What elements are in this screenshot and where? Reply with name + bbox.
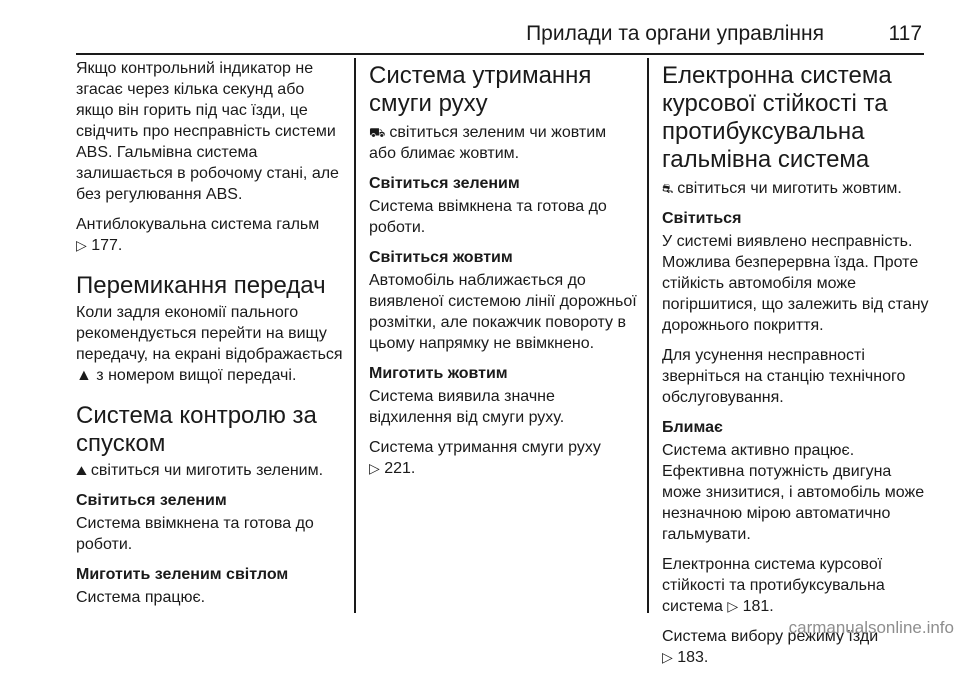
- paragraph-text: з номером вищої передачі.: [96, 367, 297, 384]
- paragraph-text: Система вибору режиму їзди: [662, 628, 879, 645]
- paragraph: У системі виявлено несправність. Можлива безперервна їзда. Проте стійкість автомобіля може погіршитися, що залежить від стану дорожнього покриття.: [662, 233, 929, 334]
- page-reference-link[interactable]: 221.: [384, 460, 416, 477]
- paragraph: [76, 460, 344, 481]
- paragraph: Якщо контрольний індикатор не згасає через кілька секунд або якщо він горить під час їзди, це свідчить про несправність системи ABS. Гальмівна система залишається в робочому стані, але без регулювання ABS.: [76, 60, 339, 203]
- column-1: [76, 58, 344, 617]
- paragraph: Для усунення несправності зверніться на станцію технічного обслуговування.: [662, 347, 906, 406]
- section-title: Перемикання передач: [76, 272, 326, 299]
- column-divider: [354, 58, 356, 613]
- page-reference-link[interactable]: 177.: [91, 237, 123, 254]
- paragraph: Система виявила значне відхилення від смуги руху.: [369, 388, 565, 426]
- paragraph: Система ввімкнена та готова до роботи.: [369, 198, 607, 236]
- reference-arrow-icon: ▷: [369, 460, 380, 476]
- paragraph-text: світиться зеленим чи жовтим або блимає жовтим.: [369, 124, 607, 162]
- page-header: [76, 0, 924, 50]
- reference-arrow-icon: ▷: [662, 649, 673, 665]
- watermark: carmanualsonline.info: [788, 618, 954, 637]
- paragraph-text: Коли задля економії пального рекомендується перейти на вищу передачу, на екрані відображається: [76, 304, 343, 363]
- column-divider: [647, 58, 649, 613]
- lane-keep-icon: ⛟: [369, 125, 386, 140]
- reference-arrow-icon: ▷: [76, 237, 87, 253]
- paragraph-text: Електронна система курсової стійкості та протибуксувальна система: [662, 556, 885, 615]
- subsection-title: Світиться жовтим: [369, 249, 513, 266]
- page-reference-link[interactable]: 183.: [677, 649, 709, 666]
- paragraph: [369, 122, 637, 164]
- header-rule: [76, 53, 924, 55]
- subsection-title: Світиться зеленим: [369, 175, 520, 192]
- paragraph-text: світиться чи миготить жовтим.: [677, 180, 902, 197]
- paragraph: Система активно працює. Ефективна потужність двигуна може знизитися, і автомобіль може незначною мірою автоматично гальмувати.: [662, 442, 925, 543]
- paragraph: Автомобіль наближається до виявленої системою лінії дорожньої розмітки, але покажчик повороту в цьому напрямку не ввімкнено.: [369, 272, 637, 352]
- hill-descent-icon: ⛰: [76, 463, 87, 478]
- paragraph: [76, 302, 344, 386]
- subsection-title: Світиться зеленим: [76, 492, 227, 509]
- paragraph: Система ввімкнена та готова до роботи.: [76, 515, 314, 553]
- paragraph: [662, 178, 930, 199]
- section-title: Електронна система курсової стійкості та протибуксувальна гальмівна система: [662, 62, 892, 173]
- paragraph: [662, 554, 930, 617]
- paragraph: [76, 214, 344, 256]
- reference-arrow-icon: ▷: [727, 598, 739, 614]
- subsection-title: Миготить зеленим світлом: [76, 566, 289, 583]
- subsection-title: Миготить жовтим: [369, 365, 508, 382]
- column-2: [369, 58, 637, 488]
- page-reference-link[interactable]: 181.: [742, 598, 774, 615]
- column-3: [662, 58, 930, 677]
- paragraph: [369, 437, 637, 479]
- page-number: 117: [888, 22, 922, 45]
- upshift-arrow-icon: ▲: [76, 367, 92, 384]
- subsection-title: Світиться: [662, 210, 742, 227]
- paragraph-text: світиться чи миготить зеленим.: [90, 462, 324, 479]
- paragraph: Система працює.: [76, 589, 206, 606]
- header-title: Прилади та органи управління: [526, 22, 824, 45]
- paragraph-text: Система утримання смуги руху: [369, 439, 601, 456]
- esc-skid-icon: ⛐: [662, 181, 674, 196]
- paragraph-text: Антиблокувальна система гальм: [76, 216, 320, 233]
- section-title: Система контролю за спуском: [76, 402, 317, 457]
- section-title: Система утримання смуги руху: [369, 62, 592, 117]
- subsection-title: Блимає: [662, 419, 723, 436]
